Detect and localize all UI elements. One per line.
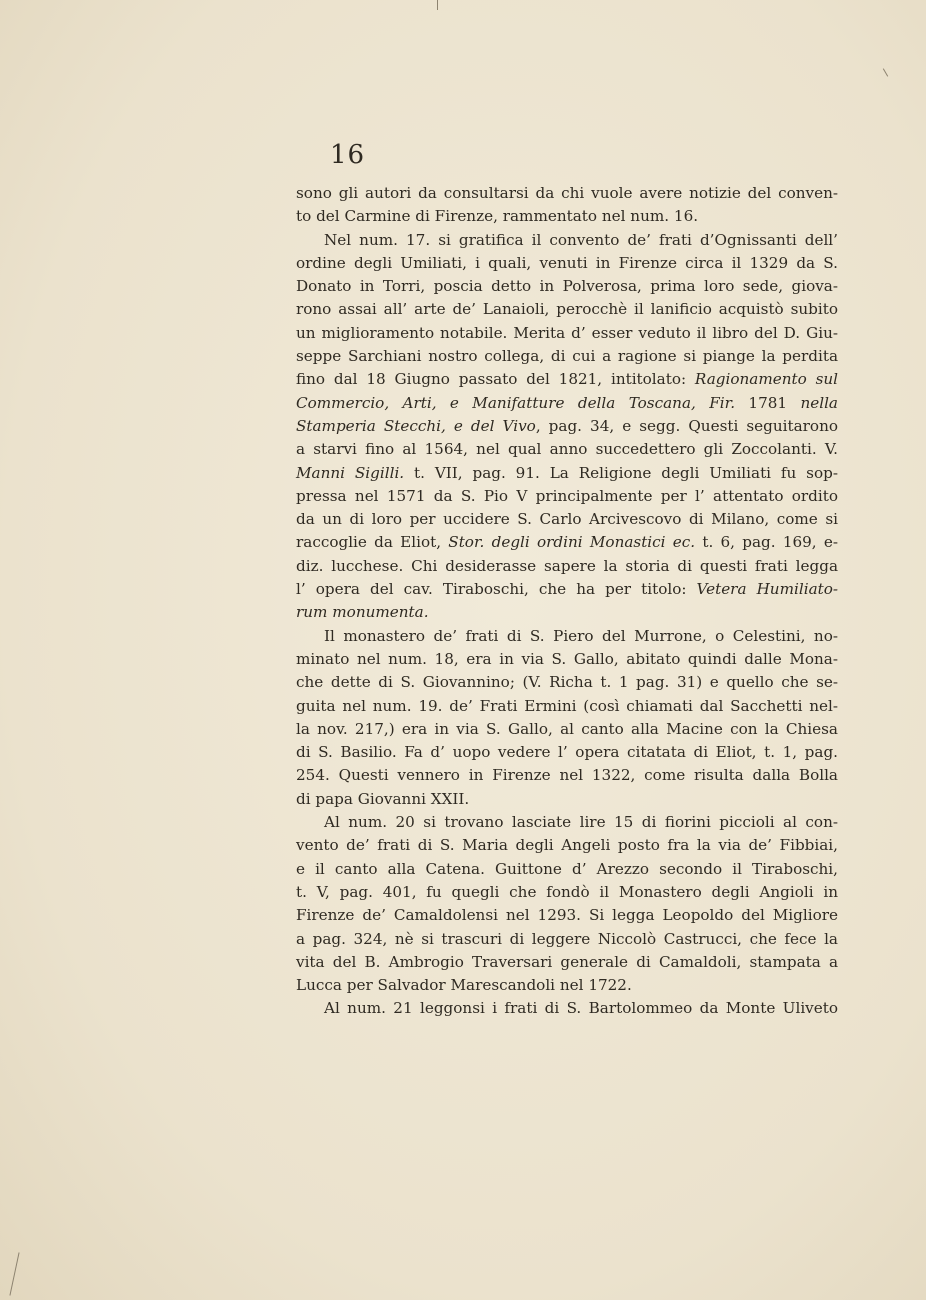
text-segment: to del Carmine di Firenze, rammentato nel num. 16. xyxy=(296,207,699,226)
text-segment: fino dal 18 Giugno passato del 1821, intitolato: xyxy=(296,370,695,389)
text-line xyxy=(296,858,838,881)
text-segment: seppe Sarchiani nostro collega, di cui a ragione si piange la perdita xyxy=(296,347,838,366)
text-line xyxy=(296,974,838,997)
text-line xyxy=(296,345,838,368)
text-segment: Lucca per Salvador Marescandoli nel 1722. xyxy=(296,976,632,995)
text-segment: Al num. 21 leggonsi i frati di S. Bartolommeo da Monte Uliveto xyxy=(324,999,838,1018)
text-line xyxy=(296,462,838,485)
text-segment: t. VII, pag. 91. La Religione degli Umiliati fu sop- xyxy=(404,463,838,482)
text-segment: e il canto alla Catena. Guittone d’ Arezzo secondo il Tiraboschi, xyxy=(296,859,838,878)
text-line xyxy=(296,764,838,787)
text-line xyxy=(296,322,838,345)
text-line xyxy=(296,438,838,461)
text-segment: Il monastero de’ frati di S. Piero del Murrone, o Celestini, no- xyxy=(324,626,838,645)
text-line xyxy=(296,531,838,554)
text-segment: diz. lucchese. Chi desiderasse sapere la storia di questi frati legga xyxy=(296,556,838,575)
text-line xyxy=(296,997,838,1020)
text-segment: Nel num. 17. si gratifica il convento de’ frati d’Ognissanti dell’ xyxy=(324,230,838,249)
italic-text: Stor. degli ordini Monastici ec. xyxy=(448,533,696,552)
page-number: 16 xyxy=(330,140,366,170)
text-line xyxy=(296,275,838,298)
italic-text: Vetera Humiliato- xyxy=(696,580,838,599)
text-line xyxy=(296,578,838,601)
text-segment: minato nel num. 18, era in via S. Gallo, abitato quindi dalle Mona- xyxy=(296,649,838,668)
body-text xyxy=(296,182,838,1021)
text-segment: , pag. 34, e segg. Questi seguitarono xyxy=(535,416,838,435)
text-line xyxy=(296,368,838,391)
text-line xyxy=(296,392,838,415)
text-line xyxy=(296,834,838,857)
italic-text: Ragionamento sul xyxy=(694,370,839,389)
margin-mark-bottom-left xyxy=(9,1252,19,1295)
text-segment: ordine degli Umiliati, i quali, venuti in Firenze circa il 1329 da S. xyxy=(296,253,838,272)
text-segment: t. 6, pag. 169, e- xyxy=(695,533,839,552)
text-segment: sono gli autori da consultarsi da chi vuole avere notizie del conven- xyxy=(296,184,838,202)
text-line xyxy=(296,951,838,974)
text-line xyxy=(296,625,838,648)
text-line xyxy=(296,648,838,671)
text-segment: la nov. 217,) era in via S. Gallo, al canto alla Macine con la Chiesa xyxy=(296,719,838,738)
text-line xyxy=(296,485,838,508)
text-segment: 254. Questi vennero in Firenze nel 1322, come risulta dalla Bolla xyxy=(296,766,838,785)
text-segment: un miglioramento notabile. Merita d’ esser veduto il libro del D. Giu- xyxy=(296,323,838,342)
text-line xyxy=(296,671,838,694)
text-line xyxy=(296,555,838,578)
text-segment: di papa Giovanni XXII. xyxy=(296,789,470,808)
text-line xyxy=(296,252,838,275)
italic-text: nella xyxy=(800,393,838,412)
text-segment: guita nel num. 19. de’ Frati Ermini (così chiamati dal Sacchetti nel- xyxy=(296,696,838,715)
text-segment: 1781 xyxy=(735,393,801,412)
text-line xyxy=(296,788,838,811)
text-segment: Donato in Torri, poscia detto in Polverosa, prima loro sede, giova- xyxy=(296,277,838,296)
text-segment: a starvi fino al 1564, nel qual anno succedettero gli Zoccolanti. V. xyxy=(296,440,838,459)
text-line xyxy=(296,298,838,321)
text-segment: pressa nel 1571 da S. Pio V principalmente per l’ attentato ordito xyxy=(296,486,838,505)
text-segment: da un di loro per uccidere S. Carlo Arcivescovo di Milano, come si xyxy=(296,510,838,529)
margin-mark-right xyxy=(883,68,888,76)
text-segment: rono assai all’ arte de’ Lanaioli, perocchè il lanificio acquistò subito xyxy=(296,300,838,319)
text-line xyxy=(296,718,838,741)
text-line xyxy=(296,695,838,718)
text-line xyxy=(296,904,838,927)
text-line xyxy=(296,229,838,252)
text-segment: a pag. 324, nè si trascuri di leggere Niccolò Castrucci, che fece la xyxy=(296,929,838,948)
text-segment: t. V, pag. 401, fu quegli che fondò il Monastero degli Angioli in xyxy=(296,882,838,901)
text-segment: di S. Basilio. Fa d’ uopo vedere l’ opera citatata di Eliot, t. 1, pag. xyxy=(296,743,838,762)
text-segment: che dette di S. Giovannino; (V. Richa t. 1 pag. 31) e quello che se- xyxy=(296,673,838,692)
text-line xyxy=(296,811,838,834)
text-segment: Al num. 20 si trovano lasciate lire 15 di fiorini piccioli al con- xyxy=(324,813,838,832)
text-segment: Firenze de’ Camaldolensi nel 1293. Si legga Leopoldo del Migliore xyxy=(296,906,838,925)
italic-text: Commercio, Arti, e Manifatture della Toscana, Fir. xyxy=(296,393,736,412)
text-line xyxy=(296,182,838,205)
italic-text: Manni Sigilli. xyxy=(296,463,405,482)
text-line xyxy=(296,881,838,904)
italic-text: rum monumenta. xyxy=(296,603,429,622)
text-line xyxy=(296,601,838,624)
text-segment: vita del B. Ambrogio Traversari generale di Camaldoli, stampata a xyxy=(296,952,838,971)
text-line xyxy=(296,205,838,228)
text-segment: raccoglie da Eliot, xyxy=(296,533,449,552)
text-line xyxy=(296,508,838,531)
italic-text: Stamperia Stecchi, e del Vivo xyxy=(296,416,536,435)
text-segment: vento de’ frati di S. Maria degli Angeli posto fra la via de’ Fibbiai, xyxy=(296,836,838,855)
text-line xyxy=(296,415,838,438)
text-segment: l’ opera del cav. Tiraboschi, che ha per titolo: xyxy=(296,580,697,599)
text-line xyxy=(296,741,838,764)
margin-mark-top xyxy=(437,0,438,10)
text-line xyxy=(296,928,838,951)
